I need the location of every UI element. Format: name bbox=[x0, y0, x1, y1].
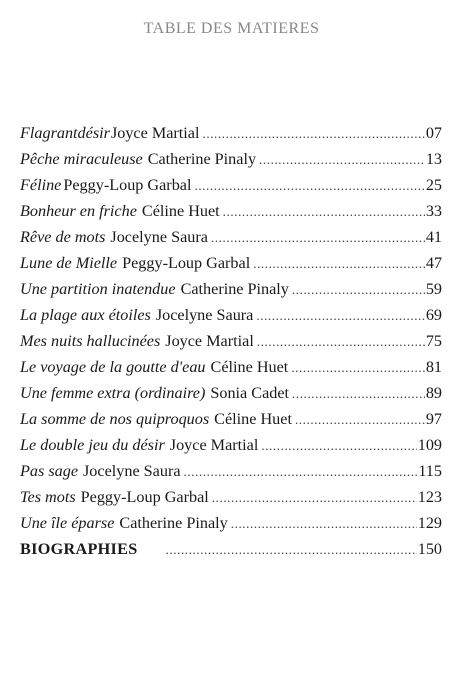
story-author: Céline Huet bbox=[214, 410, 292, 428]
story-author: Peggy-Loup Garbal bbox=[63, 176, 192, 194]
toc-entry bbox=[20, 228, 442, 254]
dot-leader bbox=[292, 282, 425, 298]
story-title: La plage aux étoiles bbox=[20, 306, 151, 324]
story-author: Catherine Pinaly bbox=[180, 280, 289, 298]
toc-entry-biographies bbox=[20, 540, 442, 566]
dot-leader bbox=[166, 542, 417, 558]
table-of-contents bbox=[20, 124, 442, 566]
story-title: Lune de Mielle bbox=[20, 254, 118, 272]
story-author: Sonia Cadet bbox=[210, 384, 290, 402]
story-author: Peggy-Loup Garbal bbox=[122, 254, 251, 272]
toc-entry bbox=[20, 462, 442, 488]
page-number: 81 bbox=[425, 358, 442, 376]
page-number: 41 bbox=[425, 228, 442, 246]
dot-leader bbox=[261, 438, 416, 454]
story-title: La somme de nos quiproquos bbox=[20, 410, 210, 428]
page-number: 97 bbox=[425, 410, 442, 428]
dot-leader bbox=[231, 516, 417, 532]
story-title: Une partition inatendue bbox=[20, 280, 176, 298]
page-number: 47 bbox=[425, 254, 442, 272]
dot-leader bbox=[257, 334, 425, 350]
dot-leader bbox=[292, 386, 425, 402]
story-title: Une femme extra (ordinaire) bbox=[20, 384, 206, 402]
dot-leader bbox=[259, 152, 425, 168]
toc-entry bbox=[20, 306, 442, 332]
dot-leader bbox=[253, 256, 425, 272]
page-number: 150 bbox=[417, 540, 442, 558]
toc-entry bbox=[20, 514, 442, 540]
story-title: Bonheur en friche bbox=[20, 202, 137, 220]
story-title: Le double jeu du désir bbox=[20, 436, 165, 454]
page-number: 115 bbox=[418, 462, 442, 480]
story-title: Féline bbox=[20, 176, 62, 194]
page-number: 59 bbox=[425, 280, 442, 298]
dot-leader bbox=[184, 464, 418, 480]
story-title: Le voyage de la goutte d'eau bbox=[20, 358, 206, 376]
story-title: Une île éparse bbox=[20, 514, 115, 532]
toc-entry bbox=[20, 124, 442, 150]
toc-entry bbox=[20, 202, 442, 228]
toc-entry bbox=[20, 488, 442, 514]
story-author: Céline Huet bbox=[141, 202, 220, 220]
story-title: Flagrantdésir bbox=[20, 124, 110, 142]
story-title: Pas sage bbox=[20, 462, 78, 480]
page-number: 89 bbox=[425, 384, 442, 402]
story-author: Joyce Martial bbox=[165, 332, 254, 350]
page-number: 69 bbox=[425, 306, 442, 324]
toc-entry bbox=[20, 410, 442, 436]
toc-entry bbox=[20, 384, 442, 410]
page-number: 25 bbox=[425, 176, 442, 194]
toc-entry bbox=[20, 176, 442, 202]
dot-leader bbox=[223, 204, 425, 220]
story-author: Catherine Pinaly bbox=[119, 514, 228, 532]
toc-entry bbox=[20, 150, 442, 176]
dot-leader bbox=[203, 126, 425, 142]
toc-entry bbox=[20, 436, 442, 462]
dot-leader bbox=[295, 412, 425, 428]
story-author: Peggy-Loup Garbal bbox=[80, 488, 209, 506]
page-number: 109 bbox=[417, 436, 442, 454]
dot-leader bbox=[256, 308, 424, 324]
story-title: Mes nuits hallucinées bbox=[20, 332, 161, 350]
toc-entry bbox=[20, 332, 442, 358]
story-author: Joyce Martial bbox=[110, 124, 200, 142]
page-number: 33 bbox=[425, 202, 442, 220]
story-author: Jocelyne Saura bbox=[110, 228, 208, 246]
dot-leader bbox=[291, 360, 425, 376]
biographies-label: BIOGRAPHIES bbox=[20, 540, 138, 558]
dot-leader bbox=[212, 490, 417, 506]
page-number: 129 bbox=[417, 514, 442, 532]
story-author: Céline Huet bbox=[210, 358, 289, 376]
story-title: Pêche miraculeuse bbox=[20, 150, 143, 168]
page-title: TABLE DES MATIERES bbox=[143, 20, 320, 37]
toc-entry bbox=[20, 254, 442, 280]
toc-entry bbox=[20, 280, 442, 306]
story-title: Rêve de mots bbox=[20, 228, 106, 246]
page-number: 75 bbox=[425, 332, 442, 350]
dot-leader bbox=[211, 230, 425, 246]
story-title: Tes mots bbox=[20, 488, 76, 506]
page-number: 13 bbox=[425, 150, 442, 168]
page-number: 123 bbox=[417, 488, 442, 506]
page-number: 07 bbox=[425, 124, 442, 142]
story-author: Joyce Martial bbox=[169, 436, 259, 454]
dot-leader bbox=[194, 178, 424, 194]
story-author: Jocelyne Saura bbox=[83, 462, 181, 480]
toc-entry bbox=[20, 358, 442, 384]
story-author: Catherine Pinaly bbox=[147, 150, 257, 168]
story-author: Jocelyne Saura bbox=[155, 306, 254, 324]
